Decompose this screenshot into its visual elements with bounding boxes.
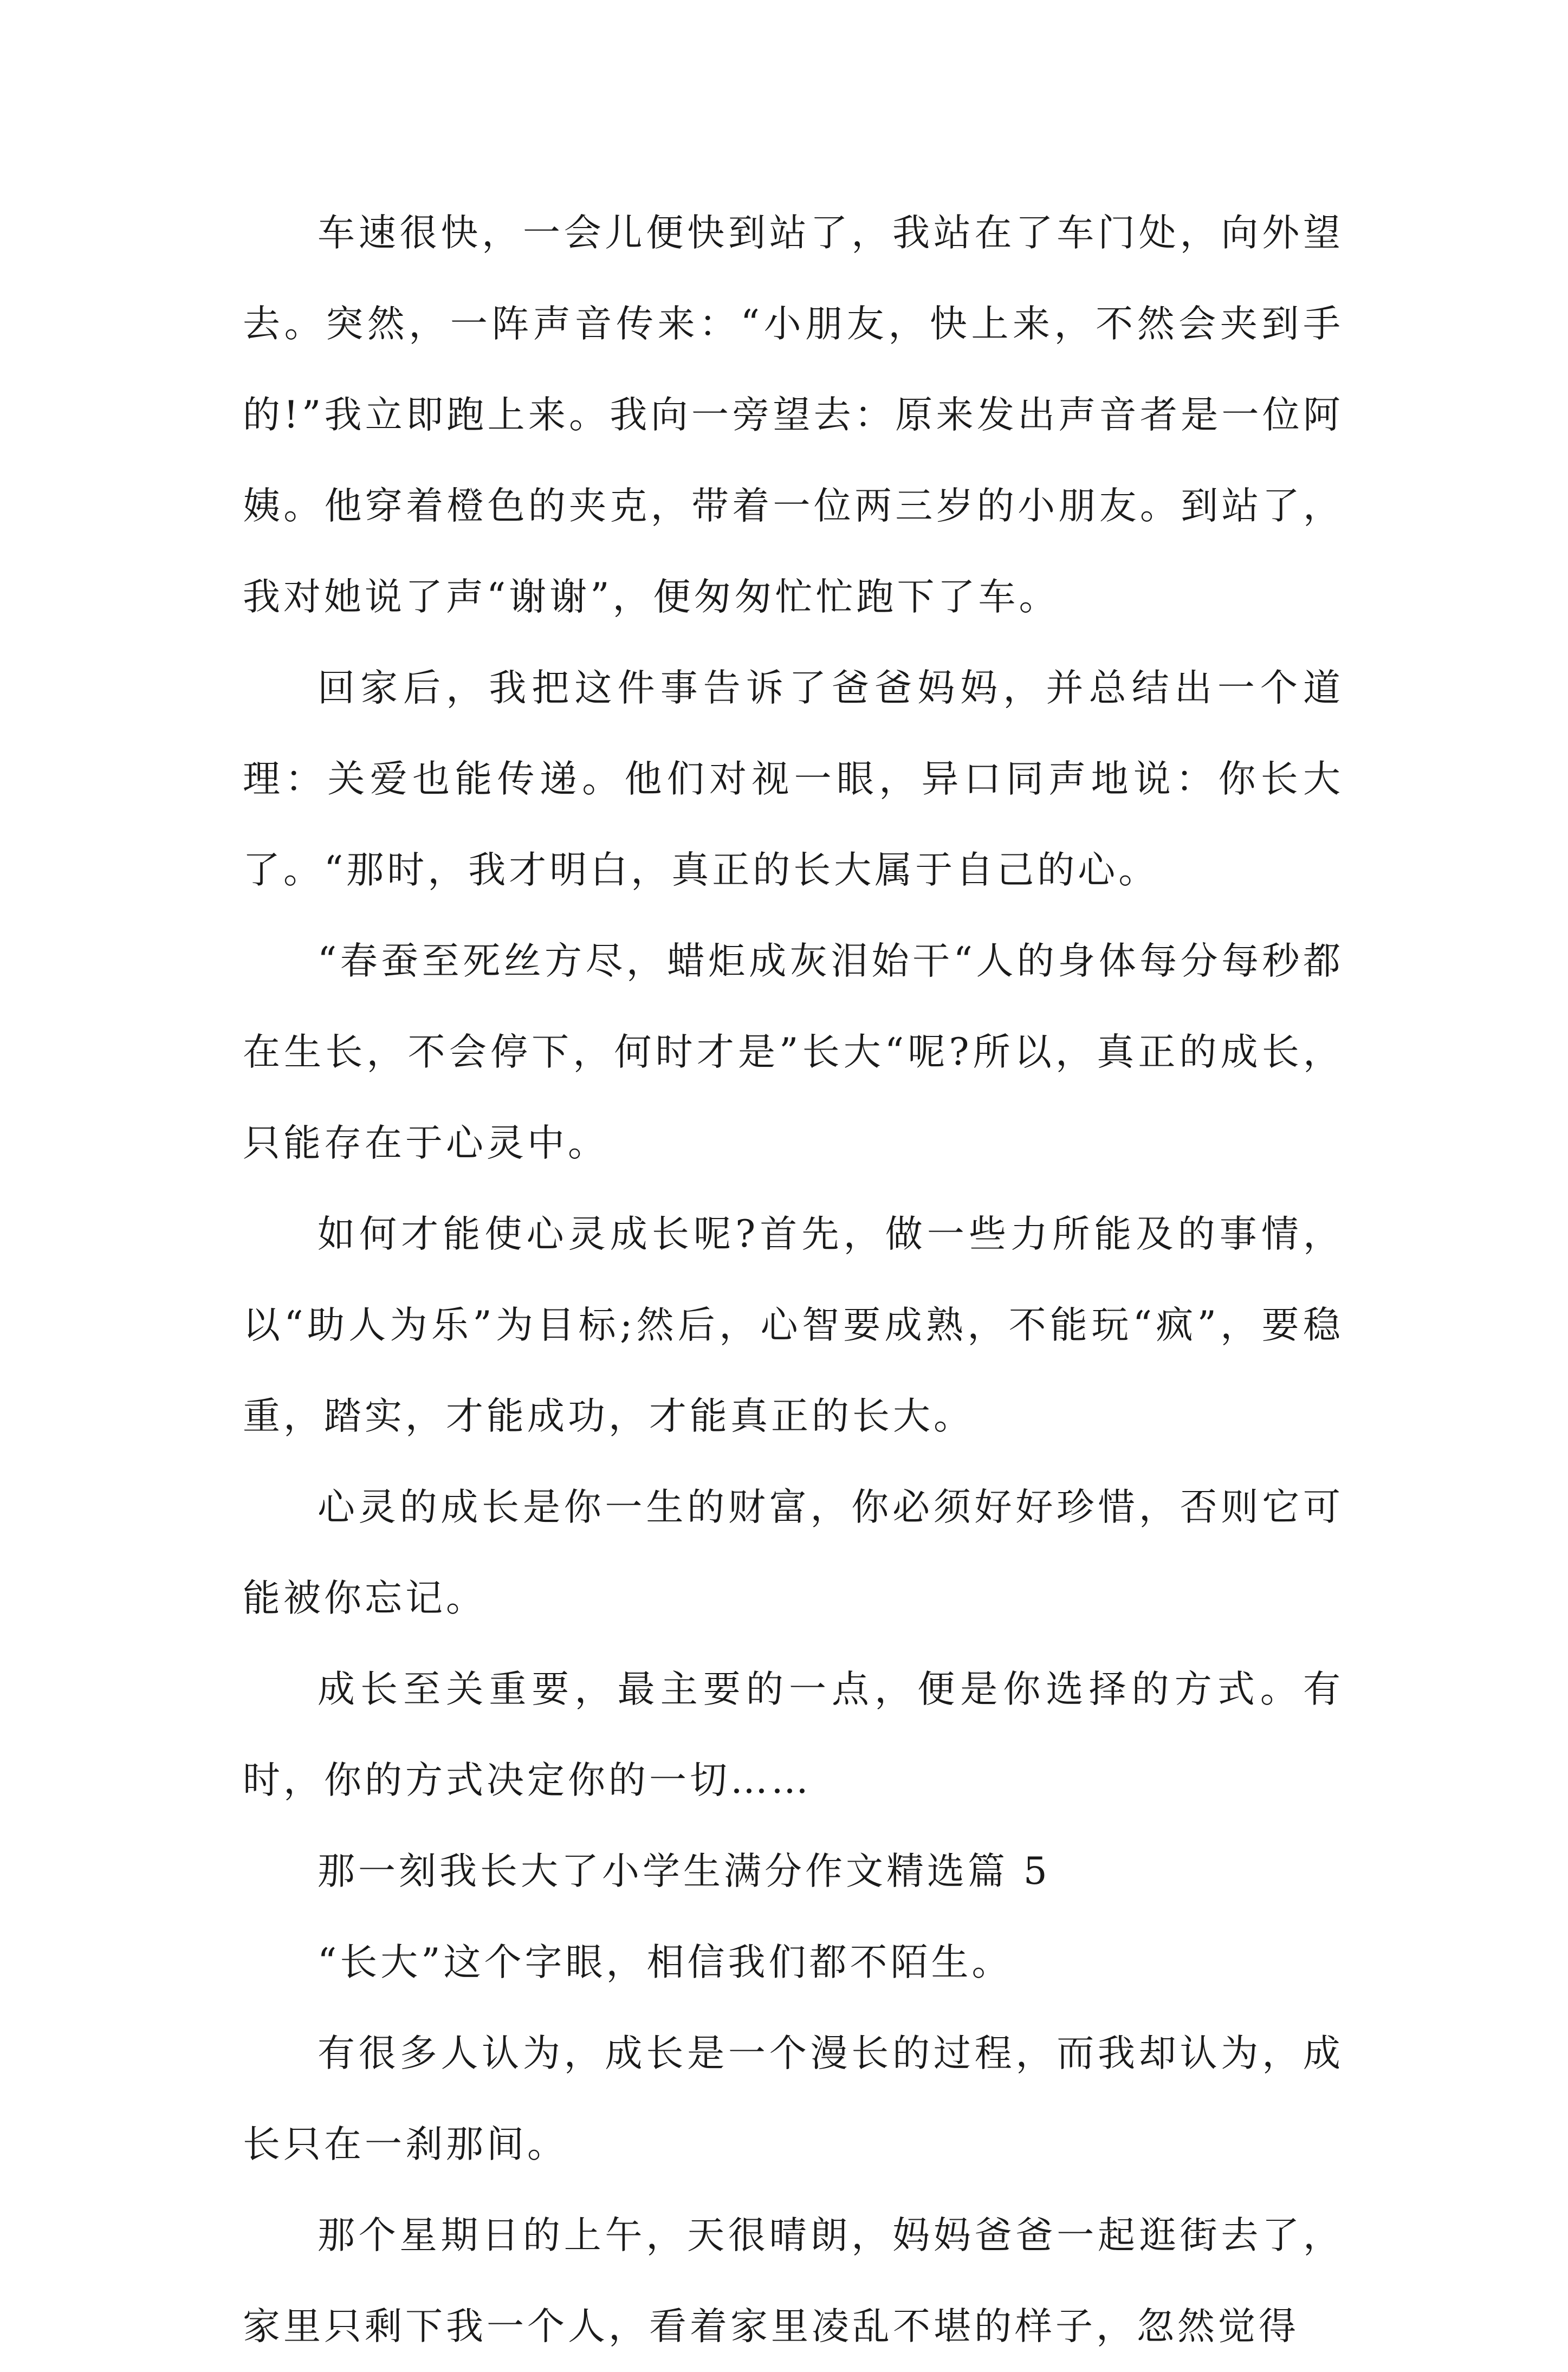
paragraph-2: 回家后，我把这件事告诉了爸爸妈妈，并总结出一个道理：关爱也能传递。他们对视一眼，异口同声地说：你长大了。“那时，我才明白，真正的长大属于自己的心。 — [243, 666, 1344, 892]
text-column — [243, 187, 1344, 2372]
paragraph-4: 如何才能使心灵成长呢?首先，做一些力所能及的事情，以“助人为乐”为目标;然后，心智要成熟，不能玩“疯”，要稳重，踏实，才能成功，才能真正的长大。 — [243, 1213, 1344, 1438]
paragraph-8: 有很多人认为，成长是一个漫长的过程，而我却认为，成长只在一刹那间。 — [243, 2032, 1344, 2166]
paragraph-3: “春蚕至死丝方尽，蜡炬成灰泪始干“人的身体每分每秒都在生长，不会停下，何时才是”长大“呢?所以，真正的成长，只能存在于心灵中。 — [243, 939, 1344, 1165]
paragraph-1: 车速很快，一会儿便快到站了，我站在了车门处，向外望去。突然，一阵声音传来：“小朋友，快上来，不然会夹到手的!”我立即跑上来。我向一旁望去：原来发出声音者是一位阿姨。他穿着橙色的夹克，带着一位两三岁的小朋友。到站了，我对她说了声“谢谢”，便匆匆忙忙跑下了车。 — [243, 211, 1344, 619]
paragraph-9: 那个星期日的上午，天很晴朗，妈妈爸爸一起逛街去了，家里只剩下我一个人，看着家里凌乱不堪的样子，忽然觉得 — [243, 2214, 1344, 2348]
paragraph-6: 成长至关重要，最主要的一点，便是你选择的方式。有时，你的方式决定你的一切…… — [243, 1668, 1344, 1802]
section-heading: 那一刻我长大了小学生满分作文精选篇 5 — [318, 1850, 1051, 1893]
paragraph-5: 心灵的成长是你一生的财富，你必须好好珍惜，否则它可能被你忘记。 — [243, 1486, 1344, 1620]
paragraph-7: “长大”这个字眼，相信我们都不陌生。 — [318, 1941, 1013, 1984]
